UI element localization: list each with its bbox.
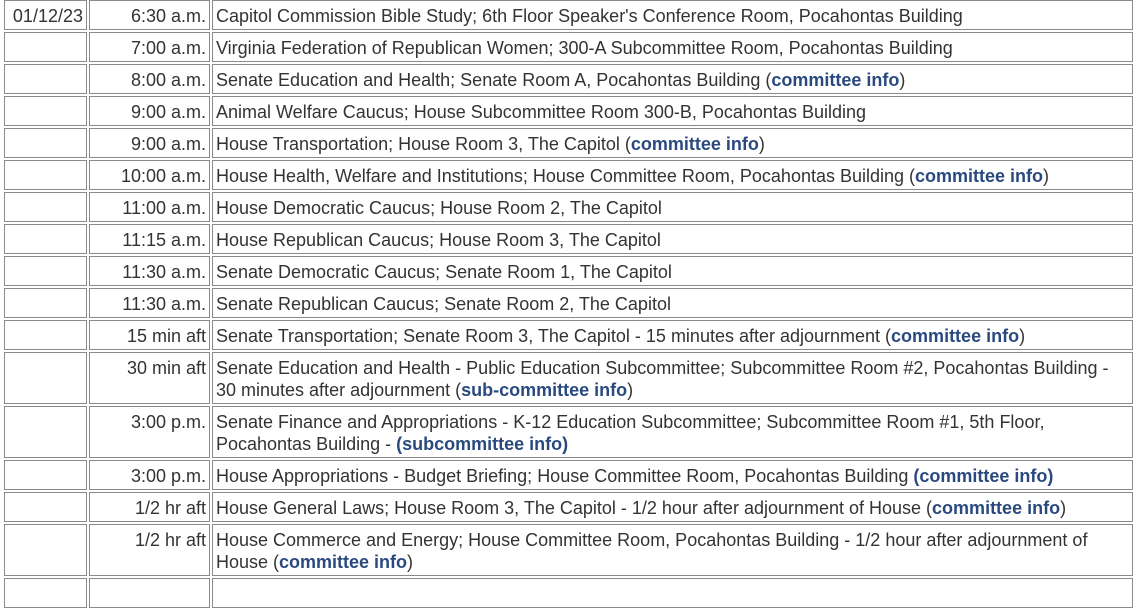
event-description: House Transportation; House Room 3, The Capitol ( xyxy=(216,134,631,154)
date-cell xyxy=(4,492,87,522)
schedule-row xyxy=(4,492,1133,522)
event-description: Senate Transportation; Senate Room 3, The Capitol - 15 minutes after adjournment ( xyxy=(216,326,892,346)
committee-info-link[interactable]: committee info xyxy=(771,70,900,90)
event-description: House Appropriations - Budget Briefing; House Committee Room, Pocahontas Building xyxy=(216,466,914,486)
date-cell xyxy=(4,352,87,404)
event-description: Senate Education and Health - Public Education Subcommittee; Subcommittee Room #2, Pocahontas Building - 30 minutes after adjournment ( xyxy=(216,358,1109,400)
date-cell xyxy=(4,192,87,222)
event-cell xyxy=(212,352,1133,404)
date-cell xyxy=(4,288,87,318)
event-cell xyxy=(212,256,1133,286)
time-cell: 3:00 p.m. xyxy=(89,460,210,490)
schedule-row xyxy=(4,352,1133,404)
time-cell: 6:30 a.m. xyxy=(89,0,210,30)
event-description-suffix: ) xyxy=(758,134,765,154)
event-description: Senate Finance and Appropriations - K-12 Education Subcommittee; Subcommittee Room #1, 5th Floor, Pocahontas Building - xyxy=(216,412,1045,454)
schedule-row xyxy=(4,320,1133,350)
event-cell xyxy=(212,192,1133,222)
event-cell xyxy=(212,0,1133,30)
time-cell: 1/2 hr aft xyxy=(89,524,210,576)
committee-info-link[interactable]: committee info xyxy=(891,326,1020,346)
time-cell: 11:30 a.m. xyxy=(89,288,210,318)
date-cell xyxy=(4,524,87,576)
date-cell xyxy=(4,320,87,350)
schedule-row xyxy=(4,256,1133,286)
committee-info-link[interactable]: committee info xyxy=(915,166,1044,186)
event-description: House General Laws; House Room 3, The Capitol - 1/2 hour after adjournment of House ( xyxy=(216,498,933,518)
event-description: Senate Republican Caucus; Senate Room 2, The Capitol xyxy=(216,294,671,314)
event-description: Senate Democratic Caucus; Senate Room 1, The Capitol xyxy=(216,262,672,282)
committee-info-link[interactable]: committee info xyxy=(279,552,408,572)
schedule-row xyxy=(4,524,1133,576)
schedule-row xyxy=(4,32,1133,62)
time-cell: 3:00 p.m. xyxy=(89,406,210,458)
committee-info-link[interactable]: sub-committee info xyxy=(461,380,628,400)
schedule-row xyxy=(4,128,1133,158)
committee-info-link[interactable]: committee info xyxy=(932,498,1061,518)
event-description: House Democratic Caucus; House Room 2, The Capitol xyxy=(216,198,662,218)
date-cell xyxy=(4,578,87,608)
event-cell xyxy=(212,224,1133,254)
committee-info-link[interactable]: (subcommittee info) xyxy=(396,434,569,454)
event-cell xyxy=(212,578,1133,608)
time-cell: 11:15 a.m. xyxy=(89,224,210,254)
event-description-suffix: ) xyxy=(1019,326,1026,346)
time-cell: 10:00 a.m. xyxy=(89,160,210,190)
schedule-row xyxy=(4,288,1133,318)
time-cell: 9:00 a.m. xyxy=(89,96,210,126)
time-cell xyxy=(89,578,210,608)
event-description: House Commerce and Energy; House Committee Room, Pocahontas Building - 1/2 hour after adjournment of House ( xyxy=(216,530,1088,572)
event-description: Virginia Federation of Republican Women; 300-A Subcommittee Room, Pocahontas Building xyxy=(216,38,953,58)
event-cell xyxy=(212,96,1133,126)
date-cell xyxy=(4,224,87,254)
event-cell xyxy=(212,524,1133,576)
event-cell xyxy=(212,406,1133,458)
event-cell xyxy=(212,32,1133,62)
schedule-row xyxy=(4,64,1133,94)
date-cell xyxy=(4,128,87,158)
time-cell: 8:00 a.m. xyxy=(89,64,210,94)
event-description: Animal Welfare Caucus; House Subcommittee Room 300-B, Pocahontas Building xyxy=(216,102,866,122)
schedule-table xyxy=(2,0,1135,610)
schedule-row xyxy=(4,224,1133,254)
schedule-row xyxy=(4,0,1133,30)
committee-info-link[interactable]: committee info xyxy=(630,134,759,154)
time-cell: 15 min aft xyxy=(89,320,210,350)
schedule-row xyxy=(4,406,1133,458)
schedule-row xyxy=(4,578,1133,608)
date-cell xyxy=(4,256,87,286)
date-cell xyxy=(4,32,87,62)
event-description-suffix: ) xyxy=(1043,166,1050,186)
event-cell xyxy=(212,460,1133,490)
event-cell xyxy=(212,320,1133,350)
event-description-suffix: ) xyxy=(899,70,906,90)
time-cell: 11:00 a.m. xyxy=(89,192,210,222)
date-cell xyxy=(4,64,87,94)
event-description: Capitol Commission Bible Study; 6th Floor Speaker's Conference Room, Pocahontas Building xyxy=(216,6,963,26)
committee-info-link[interactable]: (committee info) xyxy=(913,466,1054,486)
schedule-row xyxy=(4,192,1133,222)
event-cell xyxy=(212,288,1133,318)
event-cell xyxy=(212,128,1133,158)
time-cell: 30 min aft xyxy=(89,352,210,404)
date-cell xyxy=(4,160,87,190)
event-cell xyxy=(212,160,1133,190)
schedule-body xyxy=(4,0,1133,608)
event-description: House Republican Caucus; House Room 3, The Capitol xyxy=(216,230,661,250)
time-cell: 1/2 hr aft xyxy=(89,492,210,522)
event-description-suffix: ) xyxy=(627,380,634,400)
schedule-row xyxy=(4,160,1133,190)
date-cell xyxy=(4,406,87,458)
date-cell xyxy=(4,460,87,490)
time-cell: 9:00 a.m. xyxy=(89,128,210,158)
time-cell: 11:30 a.m. xyxy=(89,256,210,286)
event-description-suffix: ) xyxy=(1060,498,1067,518)
event-description: House Health, Welfare and Institutions; House Committee Room, Pocahontas Building ( xyxy=(216,166,916,186)
time-cell: 7:00 a.m. xyxy=(89,32,210,62)
event-description-suffix: ) xyxy=(407,552,414,572)
schedule-row xyxy=(4,96,1133,126)
schedule-row xyxy=(4,460,1133,490)
event-description: Senate Education and Health; Senate Room A, Pocahontas Building ( xyxy=(216,70,772,90)
date-cell: 01/12/23 xyxy=(4,0,87,30)
event-cell xyxy=(212,492,1133,522)
date-cell xyxy=(4,96,87,126)
event-cell xyxy=(212,64,1133,94)
